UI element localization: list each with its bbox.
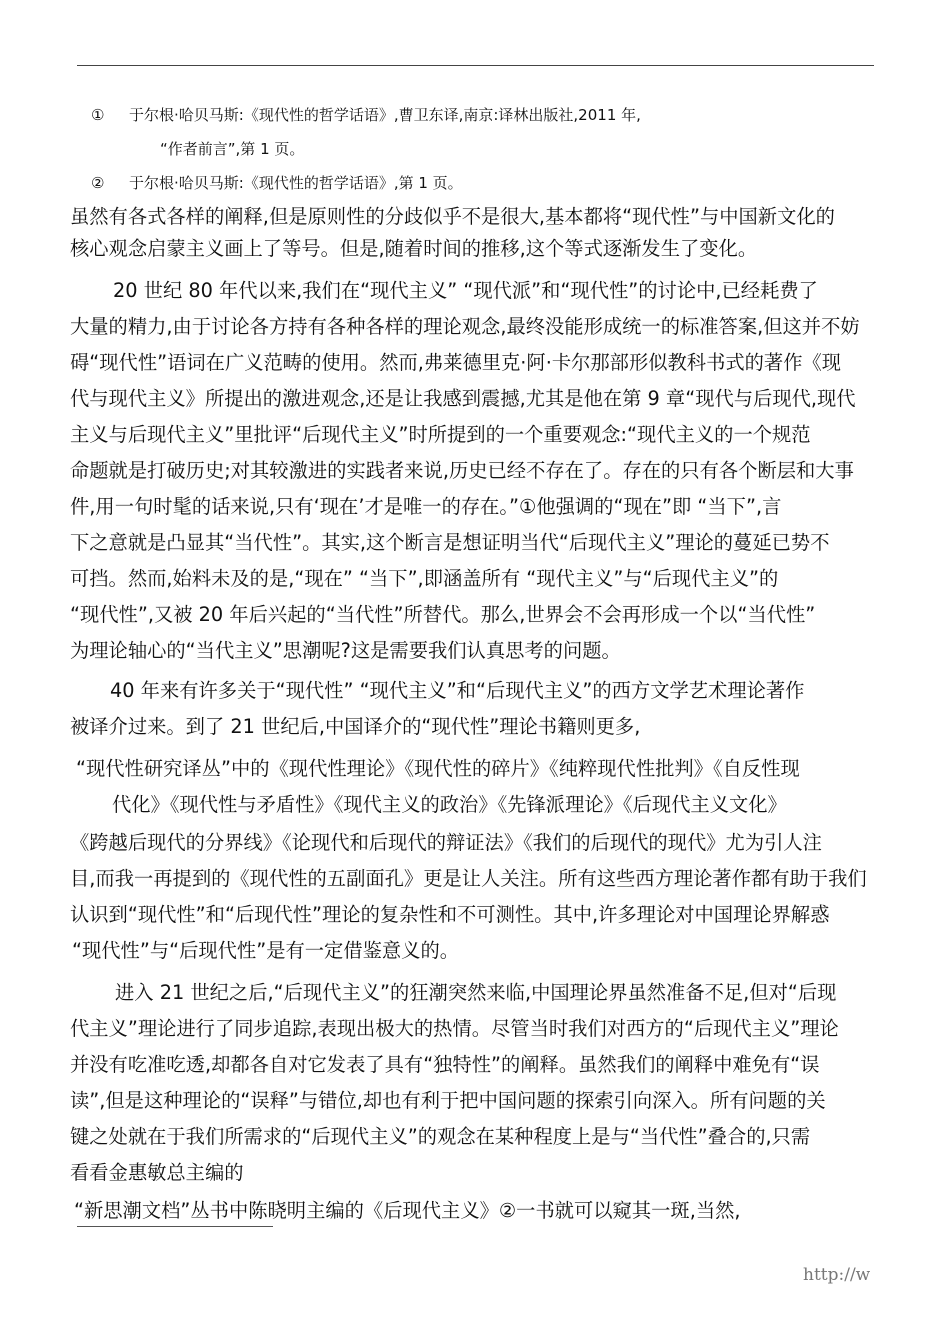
footnote-text: “作者前言”,第 1 页。 <box>160 140 305 158</box>
paragraph-start-line: 进入 21 世纪之后,“后现代主义”的狂潮突然来临,中国理论界虽然准备不足,但对“后现 <box>115 981 837 1004</box>
body-line: 看看金惠敏总主编的 <box>70 1161 244 1184</box>
body-line: 读”,但是这种理论的“误释”与错位,却也有利于把中国问题的探索引向深入。所有问题的关 <box>70 1089 826 1112</box>
paragraph-start-line: 20 世纪 80 年代以来,我们在“现代主义” “现代派”和“现代性”的讨论中,已经耗费了 <box>113 279 818 302</box>
body-line: “现代性研究译丛”中的《现代性理论》《现代性的碎片》《纯粹现代性批判》《自反性现 <box>76 757 800 780</box>
body-line: 大量的精力,由于讨论各方持有各种各样的理论观念,最终没能形成统一的标准答案,但这并不妨 <box>70 315 860 338</box>
body-line: 主义与后现代主义”里批评“后现代主义”时所提到的一个重要观念:“现代主义的一个规范 <box>70 423 811 446</box>
body-line: 件,用一句时髦的话来说,只有‘现在’才是唯一的存在。”①他强调的“现在”即 “当下”,言 <box>70 495 782 518</box>
body-line: 命题就是打破历史;对其较激进的实践者来说,历史已经不存在了。存在的只有各个断层和大事 <box>70 459 854 482</box>
body-line: 虽然有各式各样的阐释,但是原则性的分歧似乎不是很大,基本都将“现代性”与中国新文化的 <box>70 205 835 228</box>
header-rule <box>77 65 874 66</box>
footnote-marker: ② <box>91 174 105 192</box>
footnote-text: 于尔根·哈贝马斯:《现代性的哲学话语》,曹卫东译,南京:译林出版社,2011 年, <box>129 106 641 124</box>
body-line: “现代性”,又被 20 年后兴起的“当代性”所替代。那么,世界会不会再形成一个以“当代性” <box>70 603 816 626</box>
body-line: 碍“现代性”语词在广义范畴的使用。然而,弗莱德里克·阿·卡尔那部形似教科书式的著作《现 <box>70 351 842 374</box>
footnote-1 <box>91 105 641 125</box>
body-line: 《跨越后现代的分界线》《论现代和后现代的辩证法》《我们的后现代的现代》尤为引人注 <box>70 831 822 854</box>
body-line: “现代性”与“后现代性”是有一定借鉴意义的。 <box>72 939 460 962</box>
body-line: 代与现代主义》所提出的激进观念,还是让我感到震撼,尤其是他在第 9 章“现代与后现代,现代 <box>70 387 856 410</box>
footer-url-fragment: http://w <box>803 1265 871 1285</box>
body-line: 代主义”理论进行了同步追踪,表现出极大的热情。尽管当时我们对西方的“后现代主义”理论 <box>70 1017 839 1040</box>
body-line: 下之意就是凸显其“当代性”。其实,这个断言是想证明当代“后现代主义”理论的蔓延已势不 <box>70 531 830 554</box>
body-line: 目,而我一再提到的《现代性的五副面孔》更是让人关注。所有这些西方理论著作都有助于我们 <box>70 867 867 890</box>
footnote-2 <box>91 173 463 193</box>
body-line: 核心观念启蒙主义画上了等号。但是,随着时间的推移,这个等式逐渐发生了变化。 <box>70 237 758 260</box>
footnote-1-continued <box>160 139 304 159</box>
paragraph-start-line: 40 年来有许多关于“现代性” “现代主义”和“后现代主义”的西方文学艺术理论著作 <box>110 679 805 702</box>
body-line: 代化》《现代性与矛盾性》《现代主义的政治》《先锋派理论》《后现代主义文化》 <box>112 793 787 816</box>
body-line: 被译介过来。到了 21 世纪后,中国译介的“现代性”理论书籍则更多, <box>70 715 641 738</box>
body-line: 并没有吃准吃透,却都各自对它发表了具有“独特性”的阐释。虽然我们的阐释中难免有“误 <box>70 1053 820 1076</box>
footnote-marker: ① <box>91 106 105 124</box>
footnote-rule <box>77 1226 273 1227</box>
body-line: 可挡。然而,始料未及的是,“现在” “当下”,即涵盖所有 “现代主义”与“后现代主义”的 <box>70 567 779 590</box>
body-line: 为理论轴心的“当代主义”思潮呢?这是需要我们认真思考的问题。 <box>70 639 621 662</box>
footnote-text: 于尔根·哈贝马斯:《现代性的哲学话语》,第 1 页。 <box>129 174 463 192</box>
body-line: 键之处就在于我们所需求的“后现代主义”的观念在某种程度上是与“当代性”叠合的,只需 <box>70 1125 811 1148</box>
body-line: “新思潮文档”丛书中陈晓明主编的《后现代主义》②一书就可以窥其一斑,当然, <box>74 1199 741 1222</box>
body-line: 认识到“现代性”和“后现代性”理论的复杂性和不可测性。其中,许多理论对中国理论界解惑 <box>70 903 830 926</box>
